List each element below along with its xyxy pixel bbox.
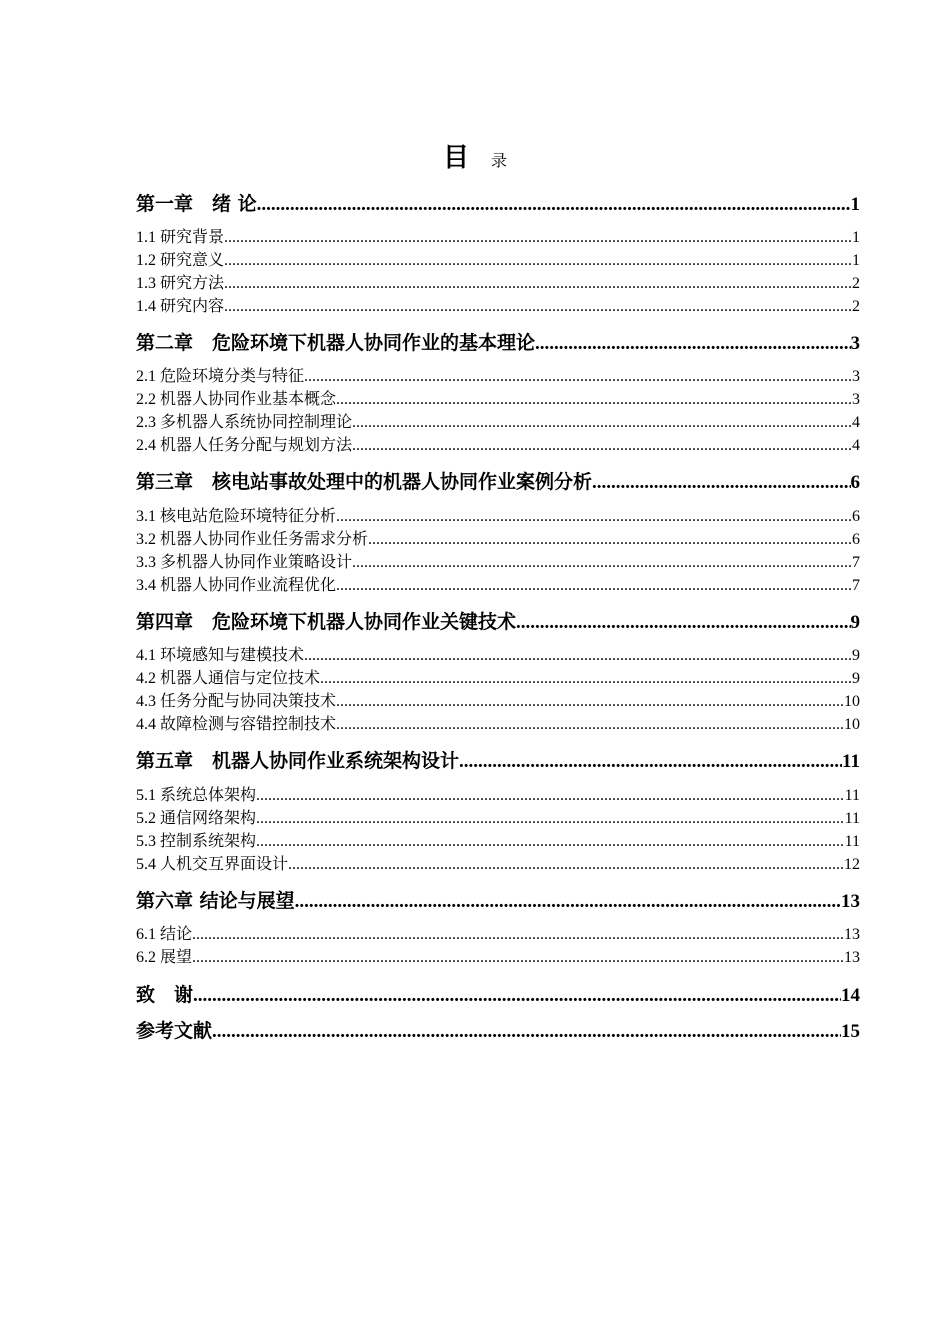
dot-leader xyxy=(592,470,850,495)
dot-leader xyxy=(368,529,852,551)
toc-section-label: 1.3 研究方法 xyxy=(136,275,225,292)
toc-page-number: 11 xyxy=(844,787,860,804)
dot-leader xyxy=(320,668,852,690)
toc-page-number: 12 xyxy=(844,856,860,873)
toc-page-number: 13 xyxy=(844,949,860,966)
dot-leader xyxy=(288,854,844,876)
toc-chapter-label: 第三章 核电站事故处理中的机器人协同作业案例分析 xyxy=(136,471,593,493)
dot-leader xyxy=(336,691,844,713)
toc-chapter-label: 第六章 结论与展望 xyxy=(136,890,295,912)
dot-leader xyxy=(192,947,844,969)
toc-acknowledgements[interactable] xyxy=(136,982,860,1008)
toc-section-2-2[interactable] xyxy=(136,389,860,411)
toc-section-label: 5.1 系统总体架构 xyxy=(136,787,257,804)
toc-section-label: 1.1 研究背景 xyxy=(136,229,225,246)
toc-section-label: 3.2 机器人协同作业任务需求分析 xyxy=(136,531,369,548)
dot-leader xyxy=(336,575,852,597)
toc-section-3-2[interactable] xyxy=(136,529,860,551)
dot-leader xyxy=(193,983,841,1008)
toc-page-number: 13 xyxy=(841,891,860,912)
toc-page-number: 14 xyxy=(841,985,860,1006)
dot-leader xyxy=(224,296,852,318)
toc-section-3-4[interactable] xyxy=(136,575,860,597)
toc-section-1-2[interactable] xyxy=(136,250,860,272)
toc-page-number: 4 xyxy=(852,414,860,431)
toc-section-label: 3.3 多机器人协同作业策略设计 xyxy=(136,554,353,571)
toc-page-number: 1 xyxy=(852,252,860,269)
toc-title xyxy=(0,137,950,174)
toc-section-label: 1.2 研究意义 xyxy=(136,252,225,269)
toc-section-5-1[interactable] xyxy=(136,785,860,807)
toc-page-number: 7 xyxy=(852,577,860,594)
dot-leader xyxy=(224,273,852,295)
toc-section-label: 2.3 多机器人系统协同控制理论 xyxy=(136,414,353,431)
dot-leader xyxy=(256,808,845,830)
dot-leader xyxy=(352,435,852,457)
toc-chapter-3[interactable] xyxy=(136,469,860,495)
toc-page-number: 11 xyxy=(844,833,860,850)
toc-section-label: 2.4 机器人任务分配与规划方法 xyxy=(136,437,353,454)
toc-section-2-4[interactable] xyxy=(136,435,860,457)
toc-page-number: 3 xyxy=(850,333,860,354)
toc-section-4-1[interactable] xyxy=(136,645,860,667)
toc-chapter-5[interactable] xyxy=(136,748,860,774)
toc-chapter-label: 第二章 危险环境下机器人协同作业的基本理论 xyxy=(136,332,536,354)
dot-leader xyxy=(192,924,844,946)
toc-page-number: 11 xyxy=(842,751,860,772)
toc-section-2-3[interactable] xyxy=(136,412,860,434)
toc-section-label: 3.1 核电站危险环境特征分析 xyxy=(136,508,337,525)
toc-chapter-6[interactable] xyxy=(136,888,860,914)
toc-page-number: 13 xyxy=(844,926,860,943)
dot-leader xyxy=(516,610,850,635)
toc-page-number: 11 xyxy=(844,810,860,827)
toc-section-5-2[interactable] xyxy=(136,808,860,830)
toc-section-label: 5.2 通信网络架构 xyxy=(136,810,257,827)
dot-leader xyxy=(224,227,852,249)
toc-page-number: 1 xyxy=(852,229,860,246)
toc-page-number: 6 xyxy=(850,472,860,493)
toc-section-label: 4.4 故障检测与容错控制技术 xyxy=(136,716,337,733)
dot-leader xyxy=(295,889,841,914)
toc-title-sub: 录 xyxy=(491,151,508,170)
toc-page-number: 2 xyxy=(852,275,860,292)
toc-page-number: 1 xyxy=(850,194,860,215)
toc-section-label: 4.1 环境感知与建模技术 xyxy=(136,647,305,664)
dot-leader xyxy=(224,250,852,272)
dot-leader xyxy=(304,645,852,667)
toc-section-label: 4.3 任务分配与协同决策技术 xyxy=(136,693,337,710)
toc-chapter-label: 致 谢 xyxy=(136,984,194,1006)
toc-references[interactable] xyxy=(136,1018,860,1044)
dot-leader xyxy=(257,192,851,217)
toc-section-4-4[interactable] xyxy=(136,714,860,736)
toc-chapter-label: 第五章 机器人协同作业系统架构设计 xyxy=(136,750,460,772)
toc-section-label: 6.2 展望 xyxy=(136,949,193,966)
toc-section-6-1[interactable] xyxy=(136,924,860,946)
toc-page-number: 10 xyxy=(844,716,860,733)
toc-chapter-1[interactable] xyxy=(136,191,860,217)
toc-page-number: 6 xyxy=(852,531,860,548)
toc-chapter-label: 参考文献 xyxy=(136,1020,213,1042)
toc-section-label: 5.4 人机交互界面设计 xyxy=(136,856,289,873)
dot-leader xyxy=(352,552,852,574)
toc-page-number: 7 xyxy=(852,554,860,571)
toc-chapter-label: 第一章 绪 论 xyxy=(136,193,257,215)
toc-page-number: 4 xyxy=(852,437,860,454)
toc-section-1-3[interactable] xyxy=(136,273,860,295)
toc-section-label: 5.3 控制系统架构 xyxy=(136,833,257,850)
dot-leader xyxy=(256,831,845,853)
dot-leader xyxy=(336,389,852,411)
toc-section-label: 1.4 研究内容 xyxy=(136,298,225,315)
toc-page-number: 3 xyxy=(852,368,860,385)
toc-section-4-2[interactable] xyxy=(136,668,860,690)
toc-page-number: 3 xyxy=(852,391,860,408)
dot-leader xyxy=(304,366,852,388)
toc-section-label: 2.1 危险环境分类与特征 xyxy=(136,368,305,385)
toc-page-number: 9 xyxy=(850,612,860,633)
toc-section-1-1[interactable] xyxy=(136,227,860,249)
toc-page-number: 6 xyxy=(852,508,860,525)
toc-section-2-1[interactable] xyxy=(136,366,860,388)
toc-title-main: 目 xyxy=(442,143,469,173)
toc-section-label: 4.2 机器人通信与定位技术 xyxy=(136,670,321,687)
toc-section-label: 6.1 结论 xyxy=(136,926,193,943)
toc-page-number: 9 xyxy=(852,670,860,687)
dot-leader xyxy=(352,412,852,434)
toc-section-1-4[interactable] xyxy=(136,296,860,318)
dot-leader xyxy=(535,331,850,356)
toc-chapter-2[interactable] xyxy=(136,330,860,356)
dot-leader xyxy=(336,506,852,528)
toc-page-number: 9 xyxy=(852,647,860,664)
toc-section-3-3[interactable] xyxy=(136,552,860,574)
toc-section-label: 3.4 机器人协同作业流程优化 xyxy=(136,577,337,594)
toc-section-6-2[interactable] xyxy=(136,947,860,969)
toc-chapter-4[interactable] xyxy=(136,609,860,635)
dot-leader xyxy=(336,714,844,736)
toc-section-4-3[interactable] xyxy=(136,691,860,713)
toc-page-number: 10 xyxy=(844,693,860,710)
toc-section-label: 2.2 机器人协同作业基本概念 xyxy=(136,391,337,408)
toc-chapter-label: 第四章 危险环境下机器人协同作业关键技术 xyxy=(136,611,517,633)
dot-leader xyxy=(212,1019,841,1044)
dot-leader xyxy=(256,785,845,807)
toc-page-number: 2 xyxy=(852,298,860,315)
toc-section-5-3[interactable] xyxy=(136,831,860,853)
toc-page-number: 15 xyxy=(841,1021,860,1042)
dot-leader xyxy=(459,749,842,774)
toc-section-3-1[interactable] xyxy=(136,506,860,528)
toc-section-5-4[interactable] xyxy=(136,854,860,876)
